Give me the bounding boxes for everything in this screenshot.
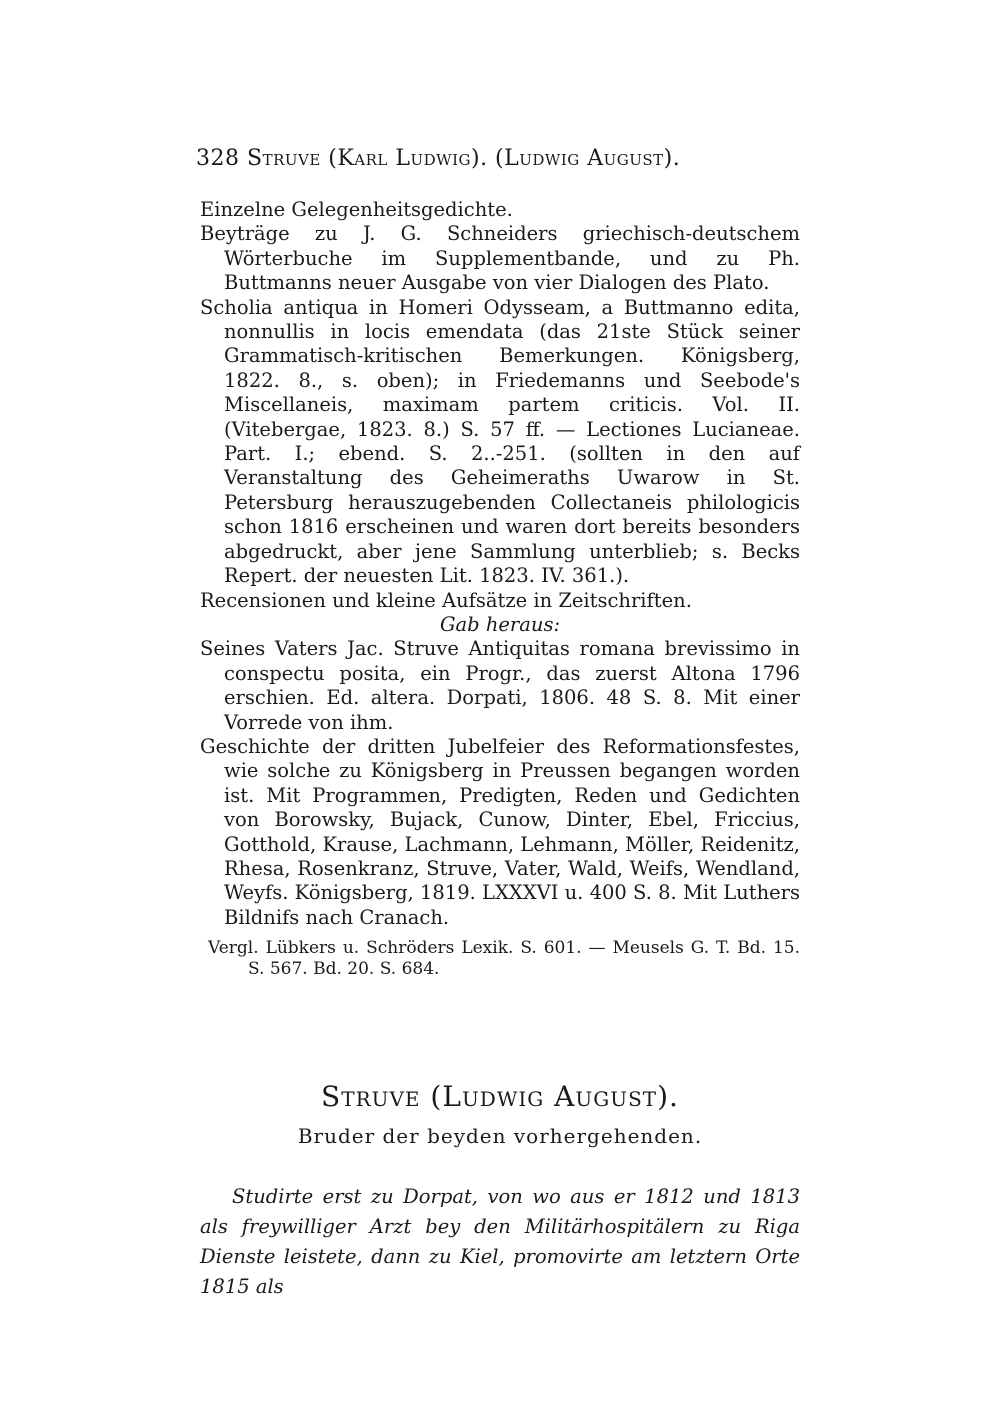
running-head xyxy=(196,146,680,171)
entry-gelegenheitsgedichte: Einzelne Gelegenheitsgedichte. xyxy=(200,198,513,221)
entry-antiquitas: Seines Vaters Jac. Struve Antiquitas romana brevissimo in conspectu posita, ein Progr., das zuerst Altona 1796 erschien. Ed. altera. Dorpati, 1806. 48 S. 8. Mit einer Vorrede von ihm. xyxy=(200,637,800,734)
section-title: Struve (Ludwig August). xyxy=(321,1080,679,1113)
running-title: Struve (Karl Ludwig). (Ludwig August). xyxy=(247,146,681,171)
section-subtitle: Bruder der beyden vorhergehenden. xyxy=(297,1124,703,1148)
reference-note: Vergl. Lübkers u. Schröders Lexik. S. 601. — Meusels G. T. Bd. 15. S. 567. Bd. 20. S. 684. xyxy=(208,938,800,980)
bibliography-list xyxy=(200,198,800,997)
entry-jubelfeier: Geschichte der dritten Jubelfeier des Reformationsfestes, wie solche zu Königsberg in Preussen begangen worden ist. Mit Programmen, Predigten, Reden und Gedichten von Borowsky, Bujack, Cunow, Dinter, Ebel, Friccius, Gotthold, Krause, Lachmann, Lehmann, Möller, Reidenitz, Rhesa, Rosenkranz, Struve, Vater, Wald, Weifs, Wendland, Weyfs. Königsberg, 1819. LXXXVI u. 400 S. 8. Mit Luthers Bildnifs nach Cranach. xyxy=(200,734,800,929)
entry-recensionen: Recensionen und kleine Aufsätze in Zeitschriften. xyxy=(200,588,692,612)
page-number: 328 xyxy=(196,146,240,171)
entry-beytraege: Beyträge zu J. G. Schneiders griechisch-deutschem Wörterbuche im Supplementbande, und zu Ph. Buttmanns neuer Ausgabe von vier Dialogen des Plato. xyxy=(200,222,800,295)
section-body: Studirte erst zu Dorpat, von wo aus er 1812 und 1813 als freywilliger Arzt bey den Militärhospitälern zu Riga Dienste leistete, dann zu Kiel, promovirte am letztern Orte 1815 als xyxy=(200,1184,800,1298)
entry-scholia: Scholia antiqua in Homeri Odysseam, a Buttmanno edita, nonnullis in locis emendata (das 21ste Stück seiner Grammatisch-kritischen Bemerkungen. Königsberg, 1822. 8., s. oben); in Friedemanns und Seebode's Miscellaneis, maximam partem criticis. Vol. II. (Vitebergae, 1823. 8.) S. 57 ff. — Lectiones Lucianeae. Part. I.; ebend. S. 2..-251. (sollten in den auf Veranstaltung des Geheimeraths Uwarow in St. Petersburg herauszugebenden Collectaneis philologicis schon 1816 erscheinen und waren dort bereits besonders abgedruckt, aber jene Sammlung unterblieb; s. Becks Repert. der neuesten Lit. 1823. IV. 361.). xyxy=(200,295,800,588)
gab-heraus-heading: Gab heraus: xyxy=(439,612,561,636)
